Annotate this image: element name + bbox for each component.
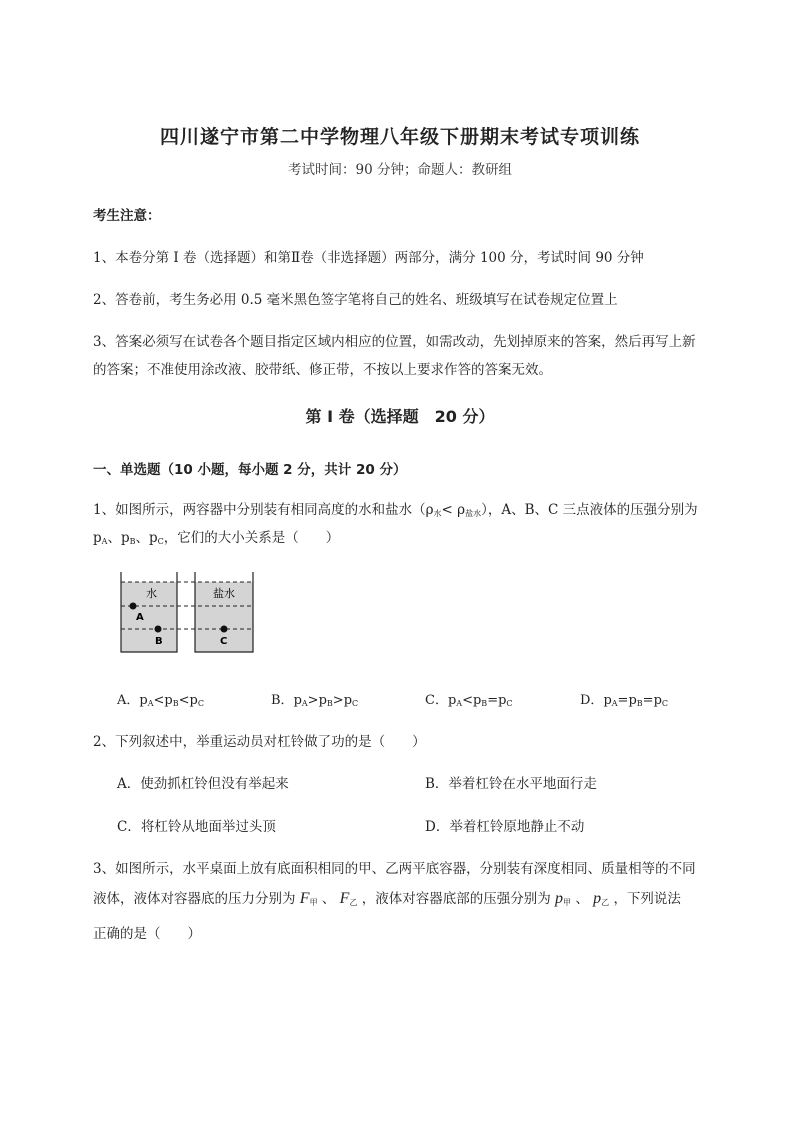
q2-option-d[interactable]: D．举着杠铃原地静止不动 [425, 819, 585, 835]
notice-item-1: 1、本卷分第 I 卷（选择题）和第Ⅱ卷（非选择题）两部分，满分 100 分，考试时间 90 分钟 [93, 250, 644, 266]
sub-b: B [172, 699, 179, 708]
p-symbol: p [472, 693, 482, 708]
q1-option-c[interactable] [425, 689, 513, 708]
sub-b: B [636, 699, 643, 708]
sub-a: A [456, 699, 463, 708]
operator: < [178, 693, 190, 708]
point-c [221, 626, 228, 633]
q1-lt: < ρ [441, 502, 466, 518]
sub-jia: 甲 [309, 898, 318, 907]
option-label: B． [271, 693, 294, 708]
operator: < [462, 693, 473, 708]
p-symbol: p [164, 693, 173, 708]
rho-sub-brine: 盐水 [465, 509, 482, 518]
q3-text-c: ，下列说法 [613, 891, 681, 907]
p-symbol: p [653, 693, 662, 708]
p-symbol: p [343, 693, 353, 708]
option-label: C． [425, 693, 448, 708]
q2-option-a[interactable]: A．使劲抓杠铃但没有举起来 [117, 776, 289, 792]
q1-stem-line1 [93, 498, 698, 519]
water-label: 水 [146, 587, 157, 600]
sub-a: A [301, 699, 308, 708]
q3-stem-line1: 3、如图所示，水平桌面上放有底面积相同的甲、乙两平底容器，分别装有深度相同、质量相等的不同 [93, 861, 696, 877]
section-title: 第 I 卷（选择题 20 分） [305, 407, 495, 426]
separator: 、 [135, 530, 149, 546]
sub-c: C [197, 699, 204, 708]
q1-option-b[interactable] [271, 689, 358, 708]
pressure-symbol: p [555, 890, 564, 907]
q3-text-b: ，液体对容器底部的压强分别为 [361, 891, 551, 907]
p-symbol: p [189, 693, 198, 708]
sub-yi: 乙 [349, 898, 358, 907]
q2-option-c[interactable]: C．将杠铃从地面举过头顶 [117, 819, 276, 835]
sub-a: A [147, 699, 154, 708]
pressure-symbol: p [593, 890, 602, 907]
q3-text-a: 液体，液体对容器底的压力分别为 [93, 891, 296, 907]
sub-b: B [129, 537, 136, 546]
p-symbol: p [293, 693, 302, 708]
q1-text-b: ），A、B、C 三点液体的压强分别为 [481, 502, 698, 518]
separator: 、 [575, 891, 589, 907]
p-symbol: p [139, 693, 148, 708]
q1-tail: ，它们的大小关系是（ ） [163, 530, 340, 546]
notice-item-3-line2: 的答案；不准使用涂改液、胶带纸、修正带，不按以上要求作答的答案无效。 [93, 362, 552, 378]
sub-a: A [101, 537, 108, 546]
option-label: A． [117, 693, 140, 708]
point-a [130, 603, 137, 610]
sub-jia: 甲 [563, 898, 572, 907]
operator: > [332, 693, 344, 708]
force-symbol: F [299, 890, 310, 907]
p-symbol: p [93, 530, 102, 546]
force-symbol: F [339, 890, 350, 907]
operator: = [642, 693, 654, 708]
p-symbol: p [498, 693, 507, 708]
q1-option-a[interactable] [117, 689, 204, 708]
q2-stem: 2、下列叙述中，举重运动员对杠铃做了功的是（ ） [93, 734, 426, 750]
rho-sub-water: 水 [433, 509, 442, 518]
sub-c: C [157, 537, 164, 546]
sub-b: B [481, 699, 488, 708]
p-symbol: p [603, 693, 612, 708]
p-symbol: p [447, 693, 457, 708]
sub-c: C [352, 699, 359, 708]
q1-option-d[interactable] [580, 689, 668, 708]
sub-c: C [506, 699, 513, 708]
part-heading: 一、单选题（10 小题，每小题 2 分，共计 20 分） [93, 462, 407, 478]
option-label: D． [580, 693, 604, 708]
page-title: 四川遂宁市第二中学物理八年级下册期末考试专项训练 [159, 126, 640, 148]
notice-item-3-line1: 3、答案必须写在试卷各个题目指定区域内相应的位置，如需改动，先划掉原来的答案，然后再写上新 [93, 334, 696, 350]
operator: < [153, 693, 165, 708]
point-b-label: B [155, 636, 163, 647]
q1-containers-figure [118, 570, 258, 656]
q3-stem-line2 [93, 887, 681, 908]
sub-yi: 乙 [601, 898, 610, 907]
sub-b: B [326, 699, 333, 708]
brine-label: 盐水 [213, 587, 235, 600]
separator: 、 [321, 891, 336, 907]
p-symbol: p [120, 530, 130, 546]
sub-a: A [611, 699, 618, 708]
notice-item-2: 2、答卷前，考生务必用 0.5 毫米黑色签字笔将自己的姓名、班级填写在试卷规定位置上 [93, 292, 618, 308]
separator: 、 [107, 530, 121, 546]
p-symbol: p [148, 530, 158, 546]
q1-text-a: 1、如图所示，两容器中分别装有相同高度的水和盐水（ρ [93, 502, 434, 518]
operator: > [307, 693, 319, 708]
q1-stem-line2 [93, 526, 339, 546]
operator: = [487, 693, 499, 708]
p-symbol: p [318, 693, 327, 708]
q3-stem-line3: 正确的是（ ） [93, 926, 201, 942]
exam-info: 考试时间：90 分钟；命题人：教研组 [288, 162, 512, 178]
point-c-label: C [220, 636, 228, 647]
notice-heading: 考生注意： [93, 208, 161, 224]
point-b [155, 626, 162, 633]
p-symbol: p [628, 693, 637, 708]
point-a-label: A [136, 612, 144, 623]
sub-c: C [661, 699, 669, 708]
operator: = [617, 693, 629, 708]
q2-option-b[interactable]: B．举着杠铃在水平地面行走 [425, 776, 597, 792]
